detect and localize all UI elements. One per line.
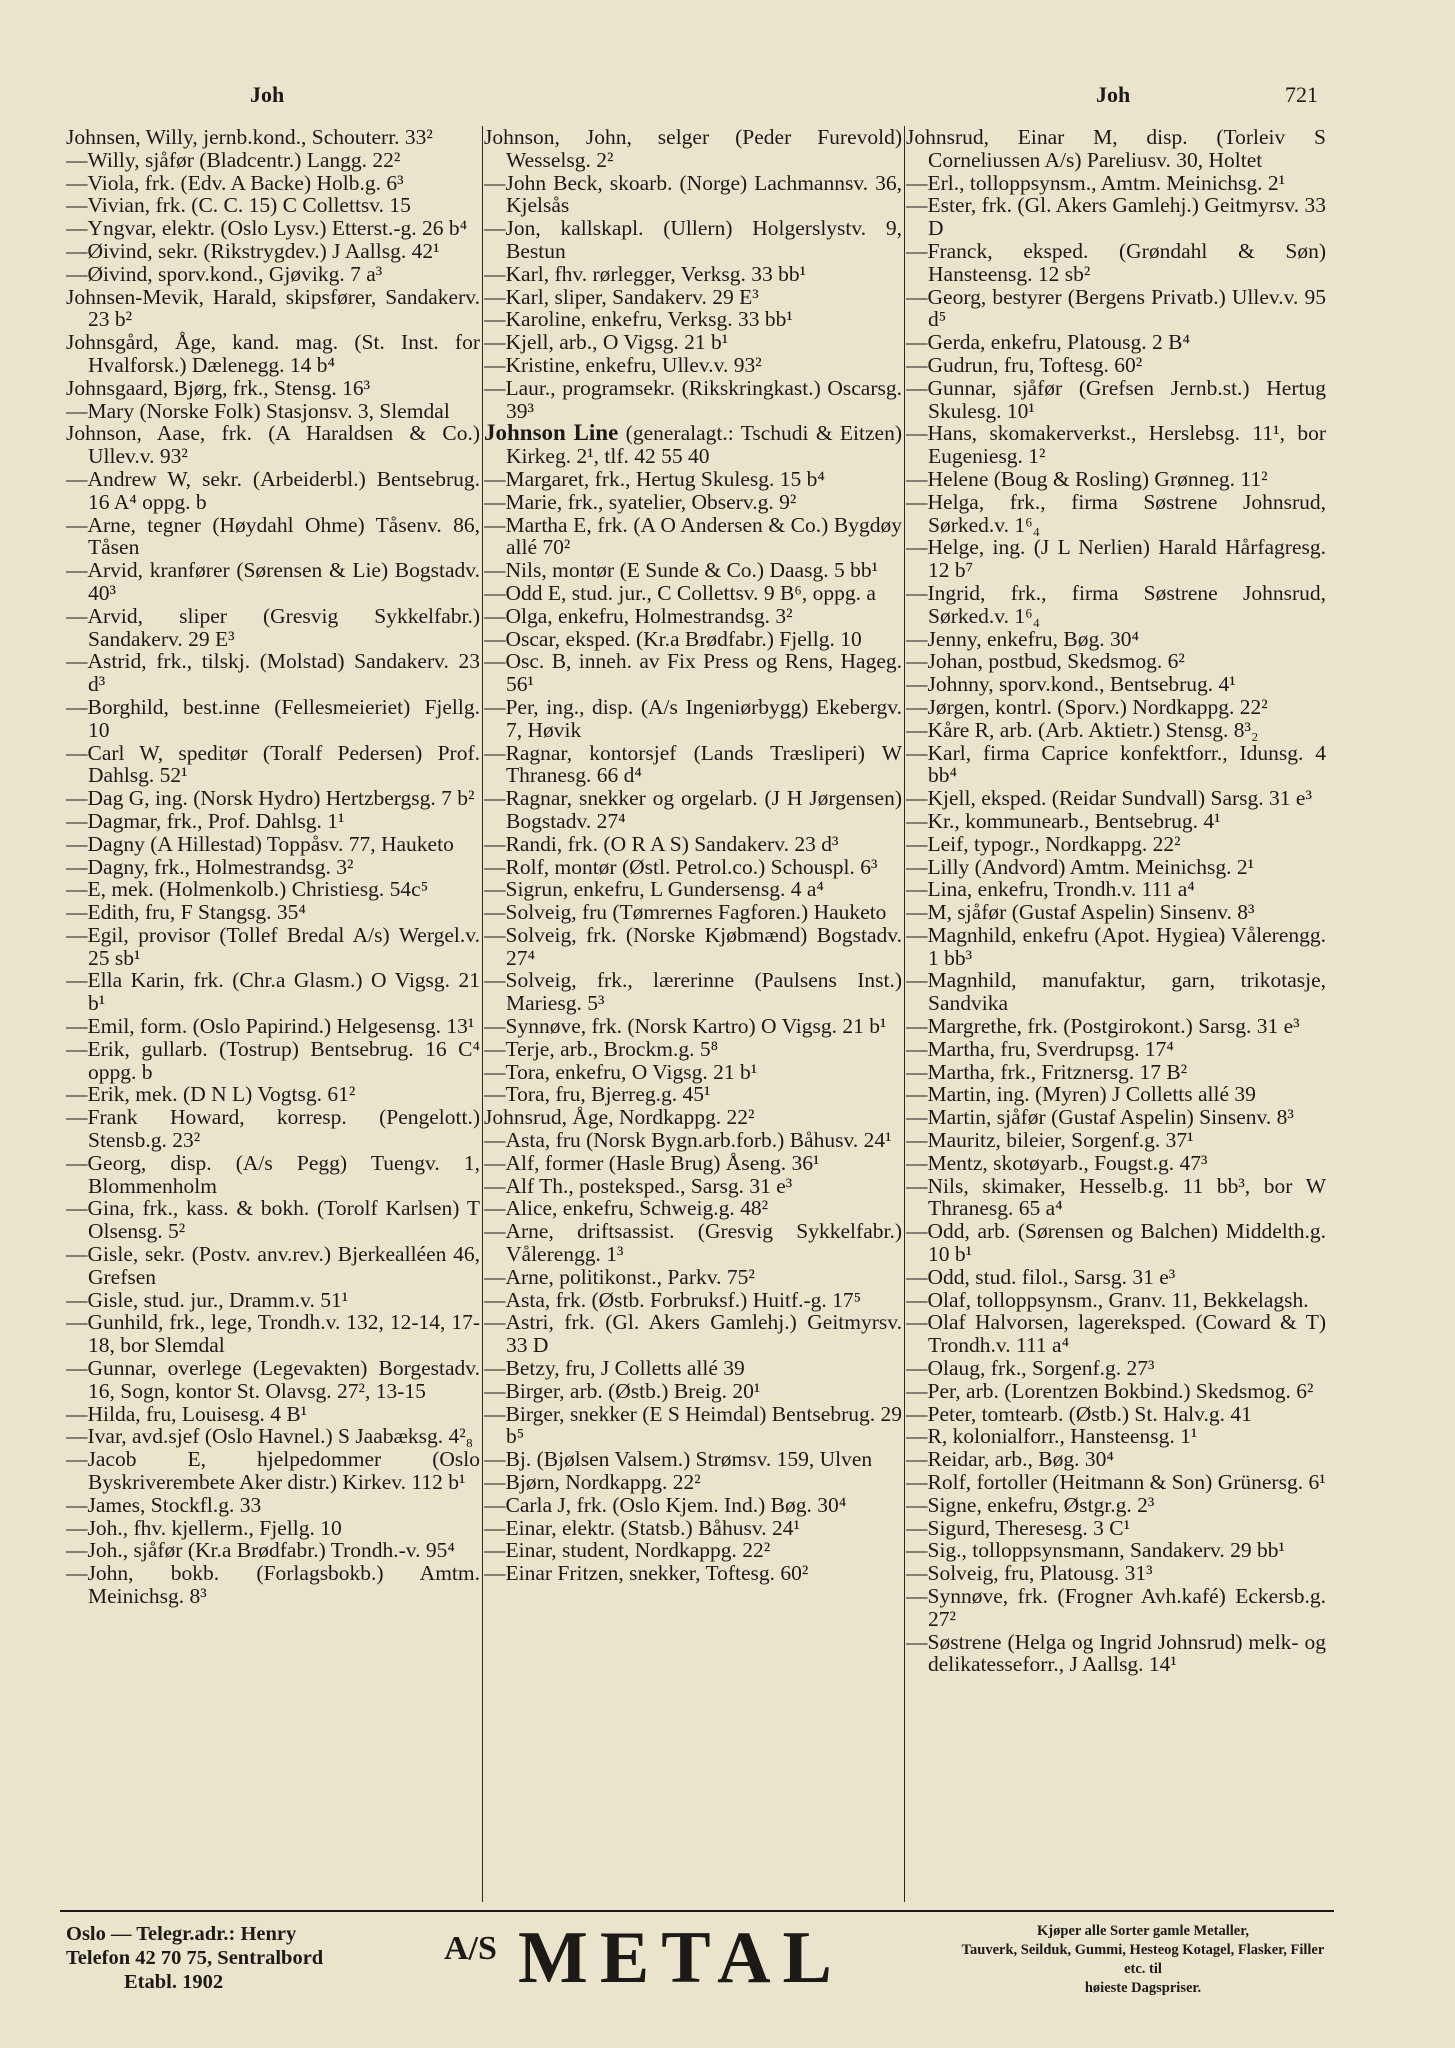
directory-entry: Johnsen, Willy, jernb.kond., Schouterr. 33²	[66, 126, 433, 149]
column-1	[66, 126, 480, 1902]
directory-entry: —Leif, typogr., Nordkappg. 22²	[906, 831, 1181, 856]
directory-entry: —Terje, arb., Brockm.g. 5⁸	[484, 1036, 719, 1061]
directory-entry: —Randi, frk. (O R A S) Sandakerv. 23 d³	[484, 831, 839, 856]
directory-entry: —Martin, ing. (Myren) J Colletts allé 39	[906, 1082, 1256, 1107]
directory-entry: —Borghild, best.inne (Fellesmeieriet) Fjellg. 10	[66, 694, 480, 742]
directory-entry: —Einar Fritzen, snekker, Toftesg. 60²	[484, 1561, 809, 1586]
directory-entry: —Martha, fru, Sverdrupsg. 17⁴	[906, 1036, 1174, 1061]
directory-entry: —Laur., programsekr. (Rikskringkast.) Oscarsg. 39³	[484, 375, 902, 423]
directory-entry: —Karl, sliper, Sandakerv. 29 E³	[484, 284, 759, 309]
directory-entry: —Edith, fru, F Stangsg. 35⁴	[66, 900, 306, 925]
directory-entry: —Alice, enkefru, Schweig.g. 48²	[484, 1196, 769, 1221]
ad-text-line: høieste Dagspriser.	[1084, 1980, 1202, 1996]
directory-entry: —Øivind, sporv.kond., Gjøvikg. 7 a³	[66, 261, 383, 286]
directory-entry: —Kjell, arb., O Vigsg. 21 b¹	[484, 330, 729, 355]
directory-entry: —Ragnar, snekker og orgelarb. (J H Jørgensen) Bogstadv. 27⁴	[484, 786, 902, 833]
ad-address-line: Oslo — Telegr.adr.: Henry	[66, 1923, 297, 1945]
directory-entry: —Mary (Norske Folk) Stasjonsv. 3, Slemdal	[66, 398, 450, 423]
directory-entry: —Andrew W, sekr. (Arbeiderbl.) Bentsebrug. 16 A⁴ oppg. b	[66, 466, 480, 514]
directory-entry: —Carla J, frk. (Oslo Kjem. Ind.) Bøg. 30⁴	[484, 1492, 847, 1517]
column-2	[484, 126, 902, 1902]
directory-entry: Johnsrud, Einar M, disp. (Torleiv S Corneliussen A/s) Pareliusv. 30, Holtet	[906, 126, 1326, 172]
directory-entry: —Ragnar, kontorsjef (Lands Træsliperi) W Thranesg. 66 d⁴	[484, 740, 902, 788]
directory-entry: —Gunnar, sjåfør (Grefsen Jernb.st.) Hertug Skulesg. 10¹	[906, 375, 1326, 423]
directory-entry: —Joh., sjåfør (Kr.a Brødfabr.) Trondh.-v. 95⁴	[66, 1538, 455, 1563]
directory-entry: —R, kolonialforr., Hansteensg. 1¹	[906, 1424, 1198, 1449]
directory-entry: —Solveig, frk. (Norske Kjøbmænd) Bogstadv. 27⁴	[484, 922, 902, 970]
directory-entry: —Dagny, frk., Holmestrandsg. 3²	[66, 854, 354, 879]
directory-entry: —Ivar, avd.sjef (Oslo Havnel.) S Jaabæksg. 4²₈	[66, 1424, 474, 1449]
directory-entry: —Sig., tolloppsynsmann, Sandakerv. 29 bb¹	[906, 1538, 1285, 1563]
directory-entry: —Olaug, frk., Sorgenf.g. 27³	[906, 1356, 1155, 1381]
directory-entry: Johnson Line (generalagt.: Tschudi & Eitzen) Kirkeg. 2¹, tlf. 42 55 40	[484, 420, 902, 469]
directory-entry: —Asta, frk. (Østb. Forbruksf.) Huitf.-g. 17⁵	[484, 1287, 862, 1312]
directory-entry: —Birger, arb. (Østb.) Breig. 20¹	[484, 1378, 761, 1403]
directory-entry: —Magnhild, enkefru (Apot. Hygiea) Vålerengg. 1 bb³	[906, 922, 1326, 970]
directory-entry: —Karoline, enkefru, Verksg. 33 bb¹	[484, 307, 793, 332]
directory-entry: —Arne, politikonst., Parkv. 75²	[484, 1264, 755, 1289]
directory-entry: —Jacob E, hjelpedommer (Oslo Byskriverembete Aker distr.) Kirkev. 112 b¹	[66, 1447, 480, 1495]
directory-entry: —Dag G, ing. (Norsk Hydro) Hertzbergsg. 7 b²	[66, 786, 475, 811]
directory-entry: —Arne, driftsassist. (Gresvig Sykkelfabr.) Vålerengg. 1³	[484, 1219, 902, 1267]
directory-entry: —Helga, frk., firma Søstrene Johnsrud, Sørked.v. 1⁶₄	[906, 489, 1326, 537]
directory-entry: —Carl W, speditør (Toralf Pedersen) Prof. Dahlsg. 52¹	[66, 740, 480, 788]
directory-entry: Johnson, Aase, frk. (A Haraldsen & Co.) Ullev.v. 93²	[66, 421, 480, 469]
directory-entry: —Betzy, fru, J Colletts allé 39	[484, 1356, 745, 1381]
directory-entry: —Odd, stud. filol., Sarsg. 31 e³	[906, 1264, 1176, 1289]
directory-entry: —Viola, frk. (Edv. A Backe) Holb.g. 6³	[66, 170, 404, 195]
directory-entry: —Alf Th., posteksped., Sarsg. 31 e³	[484, 1173, 793, 1198]
directory-entry: —Olga, enkefru, Holmestrandsg. 3²	[484, 603, 793, 628]
directory-entry: —Synnøve, frk. (Norsk Kartro) O Vigsg. 21 b¹	[484, 1014, 887, 1039]
directory-entry: —Olaf Halvorsen, lagereksped. (Coward & T) Trondh.v. 111 a⁴	[906, 1310, 1326, 1358]
directory-entry: —Hilda, fru, Louisesg. 4 B¹	[66, 1401, 308, 1426]
directory-entry: —Frank Howard, korresp. (Pengelott.) Stensb.g. 23²	[66, 1105, 480, 1153]
directory-entry: —Alf, former (Hasle Brug) Åseng. 36¹	[484, 1150, 820, 1175]
running-header-left: Joh	[250, 82, 285, 107]
directory-entry: —Ella Karin, frk. (Chr.a Glasm.) O Vigsg. 21 b¹	[66, 968, 480, 1016]
directory-entry: —Joh., fhv. kjellerm., Fjellg. 10	[66, 1515, 342, 1540]
directory-entry: —Martha E, frk. (A O Andersen & Co.) Bygdøy allé 70²	[484, 512, 902, 560]
directory-entry: —Einar, elektr. (Statsb.) Båhusv. 24¹	[484, 1515, 800, 1540]
directory-entry: —Lilly (Andvord) Amtm. Meinichsg. 2¹	[906, 854, 1255, 879]
directory-entry: —Kåre R, arb. (Arb. Aktietr.) Stensg. 8³₂	[906, 717, 1259, 742]
directory-entry: —Gunnar, overlege (Legevakten) Borgestadv. 16, Sogn, kontor St. Olavsg. 27², 13-15	[66, 1356, 480, 1403]
directory-entry: —Georg, bestyrer (Bergens Privatb.) Ullev.v. 95 d⁵	[906, 284, 1326, 332]
directory-entry: —Jon, kallskapl. (Ullern) Holgerslystv. 9, Bestun	[484, 216, 902, 263]
directory-entry: —Gunhild, frk., lege, Trondh.v. 132, 12-14, 17-18, bor Slemdal	[66, 1310, 480, 1358]
directory-entry: Johnsrud, Åge, Nordkappg. 22²	[484, 1105, 755, 1130]
directory-entry: —Olaf, tolloppsynsm., Granv. 11, Bekkelagsh.	[906, 1287, 1309, 1312]
directory-entry: —Arvid, sliper (Gresvig Sykkelfabr.) Sandakerv. 29 E³	[66, 603, 480, 651]
directory-entry: —Kjell, eksped. (Reidar Sundvall) Sarsg. 31 e³	[906, 786, 1312, 811]
directory-entry: —Bjørn, Nordkappg. 22²	[484, 1470, 701, 1495]
directory-entry: —Oscar, eksped. (Kr.a Brødfabr.) Fjellg. 10	[484, 626, 862, 651]
advertisement-description	[958, 1922, 1328, 1998]
directory-entry: —Osc. B, inneh. av Fix Press og Rens, Hageg. 56¹	[484, 649, 902, 697]
directory-entry: —Dagny (A Hillestad) Toppåsv. 77, Hauketo	[66, 831, 454, 856]
ad-text-line: Tauverk, Seilduk, Gummi, Hesteog Kotagel, Flasker, Filler etc. til	[961, 1942, 1325, 1977]
directory-entry: —Martha, frk., Fritznersg. 17 B²	[906, 1059, 1188, 1084]
directory-entry: —Hans, skomakerverkst., Herslebsg. 11¹, bor Eugeniesg. 1²	[906, 421, 1326, 469]
directory-entry: —Yngvar, elektr. (Oslo Lysv.) Etterst.-g. 26 b⁴	[66, 216, 468, 241]
directory-entry: —Jørgen, kontrl. (Sporv.) Nordkappg. 22²	[906, 694, 1268, 719]
directory-entry: —Marie, frk., syatelier, Observ.g. 9²	[484, 489, 797, 514]
directory-entry: —Synnøve, frk. (Frogner Avh.kafé) Eckersb.g. 27²	[906, 1584, 1326, 1631]
directory-entry: —Erik, gullarb. (Tostrup) Bentsebrug. 16 C⁴ oppg. b	[66, 1036, 480, 1084]
directory-entry: Johnsen-Mevik, Harald, skipsfører, Sandakerv. 23 b²	[66, 284, 480, 332]
directory-entry: —Ingrid, frk., firma Søstrene Johnsrud, Sørked.v. 1⁶₄	[906, 580, 1326, 628]
directory-entry: —James, Stockfl.g. 33	[66, 1492, 262, 1517]
directory-entry: —Solveig, fru, Platousg. 31³	[906, 1561, 1153, 1586]
ad-text-line: Kjøper alle Sorter gamle Metaller,	[1037, 1923, 1249, 1939]
directory-entry: —Karl, fhv. rørlegger, Verksg. 33 bb¹	[484, 261, 807, 286]
directory-entry: —Ester, frk. (Gl. Akers Gamlehj.) Geitmyrsv. 33 D	[906, 193, 1326, 241]
directory-entry: —M, sjåfør (Gustaf Aspelin) Sinsenv. 8³	[906, 900, 1255, 925]
directory-entry: —Emil, form. (Oslo Papirind.) Helgesensg. 13¹	[66, 1014, 475, 1039]
directory-entry: —Tora, enkefru, O Vigsg. 21 b¹	[484, 1059, 758, 1084]
directory-entry: —Gerda, enkefru, Platousg. 2 B⁴	[906, 330, 1190, 355]
ad-established-line: Etabl. 1902	[124, 1971, 224, 1993]
directory-entry: —Mentz, skotøyarb., Fougst.g. 47³	[906, 1150, 1208, 1175]
directory-entry: —Birger, snekker (E S Heimdal) Bentsebrug. 29 b⁵	[484, 1401, 902, 1449]
ad-brand-name: METAL	[518, 1917, 844, 1999]
directory-entry: —Solveig, fru (Tømrernes Fagforen.) Hauketo	[484, 900, 887, 925]
directory-entry: —Arne, tegner (Høydahl Ohme) Tåsenv. 86, Tåsen	[66, 512, 480, 560]
page-number: 721	[1285, 82, 1318, 107]
directory-entry: —Astrid, frk., tilskj. (Molstad) Sandakerv. 23 d³	[66, 649, 480, 697]
directory-entry: —Per, ing., disp. (A/s Ingeniørbygg) Ekebergv. 7, Høvik	[484, 694, 902, 742]
directory-entry: Johnson, John, selger (Peder Furevold) Wesselsg. 2²	[484, 126, 902, 172]
directory-entry: —Tora, fru, Bjerreg.g. 45¹	[484, 1082, 711, 1107]
directory-entry: —Johnny, sporv.kond., Bentsebrug. 4¹	[906, 672, 1236, 697]
directory-entry: —Solveig, frk., lærerinne (Paulsens Inst.) Mariesg. 5³	[484, 968, 902, 1016]
directory-entry: —Bj. (Bjølsen Valsem.) Strømsv. 159, Ulven	[484, 1447, 873, 1472]
directory-entry: —Peter, tomtearb. (Østb.) St. Halv.g. 41	[906, 1401, 1252, 1426]
directory-entry: —Odd, arb. (Sørensen og Balchen) Middelth.g. 10 b¹	[906, 1219, 1326, 1267]
directory-entry: —Asta, fru (Norsk Bygn.arb.forb.) Båhusv. 24¹	[484, 1128, 892, 1153]
directory-entry: —Egil, provisor (Tollef Bredal A/s) Wergel.v. 25 sb¹	[66, 922, 480, 970]
directory-entry: —Helene (Boug & Rosling) Grønneg. 11²	[906, 466, 1268, 491]
ad-brand-prefix: A/S	[444, 1930, 497, 1967]
directory-entry: —Johan, postbud, Skedsmog. 6²	[906, 649, 1185, 674]
directory-entry: —Margaret, frk., Hertug Skulesg. 15 b⁴	[484, 466, 825, 491]
directory-entry: —Franck, eksped. (Grøndahl & Søn) Hansteensg. 12 sb²	[906, 238, 1326, 286]
column-divider	[904, 126, 905, 1902]
directory-entry: —Lina, enkefru, Trondh.v. 111 a⁴	[906, 877, 1195, 902]
directory-entry: —Rolf, montør (Østl. Petrol.co.) Schouspl. 6³	[484, 854, 878, 879]
directory-entry: —Gina, frk., kass. & bokh. (Torolf Karlsen) T Olsensg. 5²	[66, 1196, 480, 1244]
directory-entry: —Signe, enkefru, Østgr.g. 2³	[906, 1492, 1155, 1517]
directory-entry: —Karl, firma Caprice konfektforr., Idunsg. 4 bb⁴	[906, 740, 1326, 788]
directory-entry: —Erl., tolloppsynsm., Amtm. Meinichsg. 2¹	[906, 170, 1286, 195]
directory-entry: —Helge, ing. (J L Nerlien) Harald Hårfagresg. 12 b⁷	[906, 535, 1326, 583]
directory-entry: —Einar, student, Nordkappg. 22²	[484, 1538, 771, 1563]
directory-entry: —Mauritz, bileier, Sorgenf.g. 37¹	[906, 1128, 1194, 1153]
directory-entry: —Per, arb. (Lorentzen Bokbind.) Skedsmog. 6²	[906, 1378, 1314, 1403]
directory-entry: —Jenny, enkefru, Bøg. 30⁴	[906, 626, 1140, 651]
directory-entry: —Rolf, fortoller (Heitmann & Son) Grünersg. 6¹	[906, 1470, 1326, 1495]
directory-entry: —Gisle, stud. jur., Dramm.v. 51¹	[66, 1287, 349, 1312]
directory-entry: —Reidar, arb., Bøg. 30⁴	[906, 1447, 1114, 1472]
directory-entry: —Magnhild, manufaktur, garn, trikotasje, Sandvika	[906, 968, 1326, 1016]
directory-entry: —John, bokb. (Forlagsbokb.) Amtm. Meinichsg. 8³	[66, 1561, 480, 1608]
column-3	[906, 126, 1326, 1902]
directory-entry: —Vivian, frk. (C. C. 15) C Collettsv. 15	[66, 193, 411, 218]
directory-entry: —Erik, mek. (D N L) Vogtsg. 61²	[66, 1082, 356, 1107]
directory-entry: —Sigurd, Theresesg. 3 C¹	[906, 1515, 1131, 1540]
directory-entry: —Dagmar, frk., Prof. Dahlsg. 1¹	[66, 808, 345, 833]
directory-entry: Johnsgård, Åge, kand. mag. (St. Inst. for Hvalforsk.) Dælenegg. 14 b⁴	[66, 330, 480, 377]
directory-entry: —Willy, sjåfør (Bladcentr.) Langg. 22²	[66, 147, 401, 172]
directory-entry: —Nils, skimaker, Hesselb.g. 11 bb³, bor W Thranesg. 65 a⁴	[906, 1173, 1326, 1221]
directory-entry: —Martin, sjåfør (Gustaf Aspelin) Sinsenv. 8³	[906, 1105, 1294, 1130]
advertisement-brand	[438, 1912, 938, 1999]
directory-entry: —Astri, frk. (Gl. Akers Gamlehj.) Geitmyrsv. 33 D	[484, 1310, 902, 1358]
directory-entry: —E, mek. (Holmenkolb.) Christiesg. 54c⁵	[66, 877, 429, 902]
ad-phone-line: Telefon 42 70 75, Sentralbord	[66, 1947, 324, 1969]
directory-entry: —Søstrene (Helga og Ingrid Johnsrud) melk- og delikatesseforr., J Aallsg. 14¹	[906, 1629, 1326, 1677]
directory-entry: —Kristine, enkefru, Ullev.v. 93²	[484, 352, 762, 377]
running-header-right: Joh	[1096, 82, 1131, 107]
directory-entry: —John Beck, skoarb. (Norge) Lachmannsv. 36, Kjelsås	[484, 170, 902, 218]
directory-entry: —Gudrun, fru, Toftesg. 60²	[906, 352, 1143, 377]
directory-entry: —Margrethe, frk. (Postgirokont.) Sarsg. 31 e³	[906, 1014, 1300, 1039]
directory-entry: —Arvid, kranfører (Sørensen & Lie) Bogstadv. 40³	[66, 558, 480, 605]
directory-entry: —Sigrun, enkefru, L Gundersensg. 4 a⁴	[484, 877, 824, 902]
directory-entry: —Georg, disp. (A/s Pegg) Tuengv. 1, Blommenholm	[66, 1150, 480, 1198]
column-divider	[482, 126, 483, 1902]
directory-entry: Johnsgaard, Bjørg, frk., Stensg. 16³	[66, 375, 371, 400]
directory-entry: —Odd E, stud. jur., C Collettsv. 9 B⁶, oppg. a	[484, 580, 876, 605]
directory-entry: —Øivind, sekr. (Rikstrygdev.) J Aallsg. 42¹	[66, 238, 440, 263]
directory-entry: —Nils, montør (E Sunde & Co.) Daasg. 5 bb¹	[484, 558, 879, 583]
advertisement-contact	[66, 1922, 446, 1994]
directory-entry: —Kr., kommunearb., Bentsebrug. 4¹	[906, 808, 1221, 833]
directory-entry: —Gisle, sekr. (Postv. anv.rev.) Bjerkealléen 46, Grefsen	[66, 1242, 480, 1289]
